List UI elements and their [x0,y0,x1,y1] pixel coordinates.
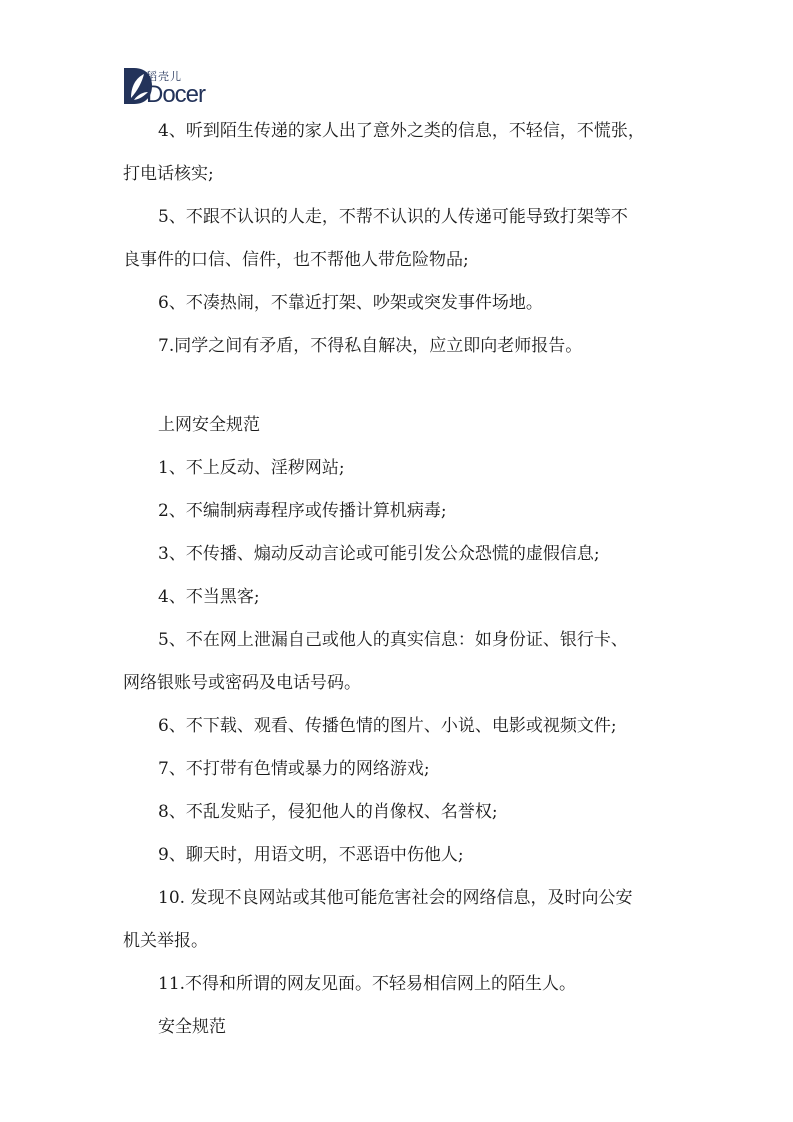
logo-wordmark [146,78,205,109]
paragraph-line: 4、不当黑客; [158,587,260,607]
paragraph-line: 8、不乱发贴子，侵犯他人的肖像权、名誉权; [158,802,498,822]
logo-brand-en: Docer [146,81,206,108]
paragraph-line: 10. 发现不良网站或其他可能危害社会的网络信息，及时向公安 [158,888,633,908]
paragraph-line: 机关举报。 [123,931,208,951]
paragraph-line: 3、不传播、煽动反动言论或可能引发公众恐慌的虚假信息; [158,544,600,564]
paragraph-line: 打电话核实; [123,164,214,184]
paragraph-line: 6、不凑热闹，不靠近打架、吵架或突发事件场地。 [158,293,543,313]
paragraph-line: 2、不编制病毒程序或传播计算机病毒; [158,501,447,521]
paragraph-line: 7、不打带有色情或暴力的网络游戏; [158,759,430,779]
paragraph-line: 6、不下载、观看、传播色情的图片、小说、电影或视频文件; [158,716,617,736]
paragraph-line: 11.不得和所谓的网友见面。不轻易相信网上的陌生人。 [158,974,577,994]
paragraph-line: 网络银账号或密码及电话号码。 [123,673,361,693]
paragraph-line: 9、聊天时，用语文明，不恶语中伤他人; [158,845,464,865]
paragraph-line: 5、不跟不认识的人走，不帮不认识的人传递可能导致打架等不 [158,207,628,227]
paragraph-line: 7.同学之间有矛盾，不得私自解决，应立即向老师报告。 [158,336,583,356]
docer-logo [122,60,222,110]
paragraph-line: 良事件的口信、信件，也不帮他人带危险物品; [123,250,469,270]
logo-brand-cn: 稻壳儿 [146,70,182,83]
paragraph-line: 5、不在网上泄漏自己或他人的真实信息：如身份证、银行卡、 [158,630,628,650]
section-heading: 安全规范 [158,1017,226,1037]
paragraph-line: 4、听到陌生传递的家人出了意外之类的信息，不轻信，不慌张， [158,121,645,141]
paragraph-line: 1、不上反动、淫秽网站; [158,458,345,478]
section-heading: 上网安全规范 [158,415,260,435]
